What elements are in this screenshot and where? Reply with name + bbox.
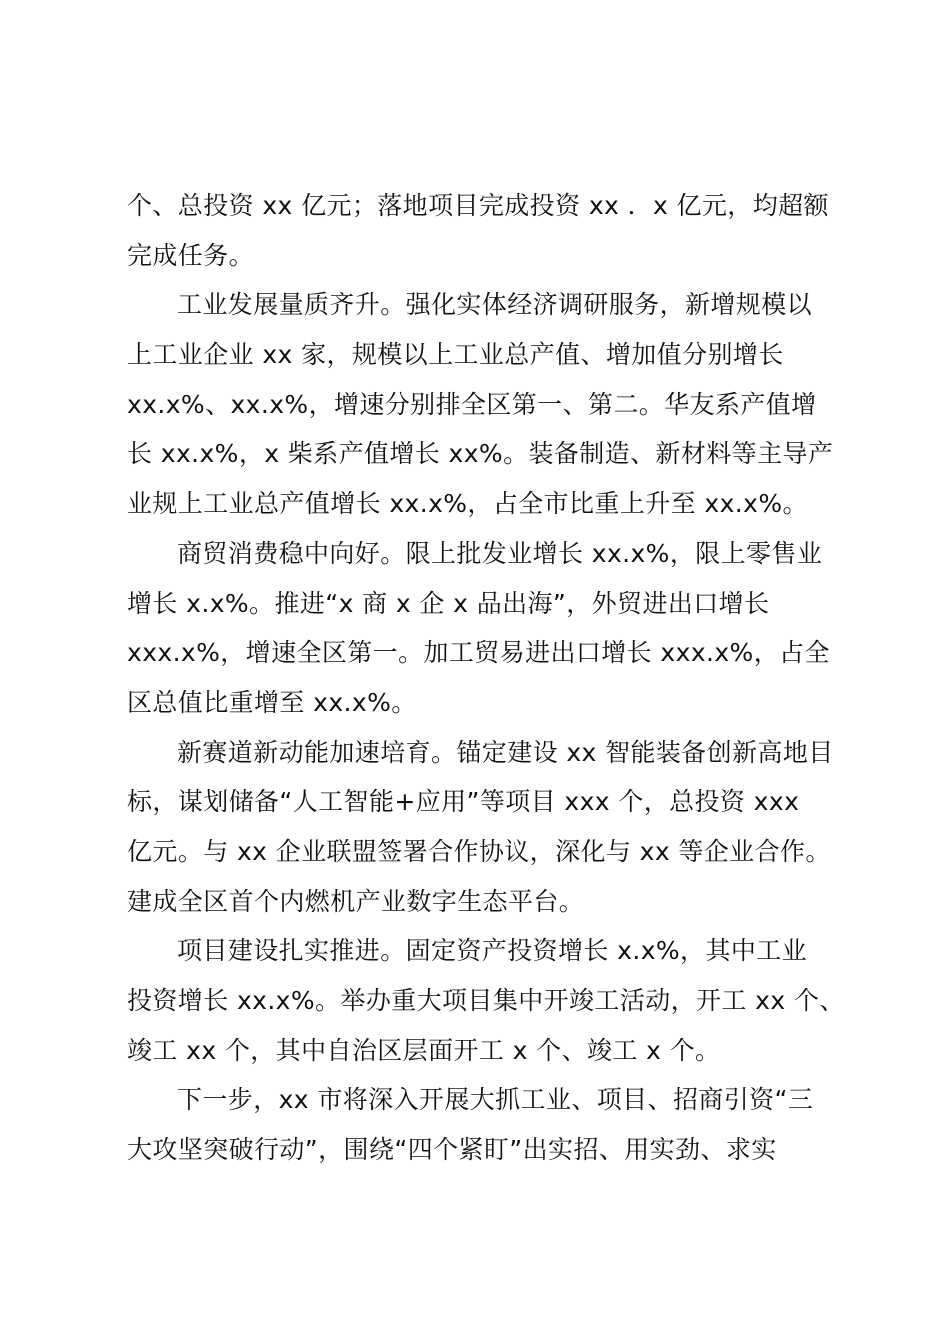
- text-line: 亿元。与 xx 企业联盟签署合作协议，深化与 xx 等企业合作。: [127, 836, 831, 866]
- text-line: 新赛道新动能加速培育。锚定建设 xx 智能装备创新高地目: [177, 737, 834, 767]
- document-body: [127, 181, 845, 1175]
- paragraph-new-momentum: [127, 728, 845, 927]
- text-line: 标，谋划储备“人工智能+应用”等项目 xxx 个，总投资 xxx: [127, 787, 800, 817]
- text-line: 完成任务。: [127, 240, 255, 270]
- text-line: 个、总投资 xx 亿元；落地项目完成投资 xx ．x 亿元，均超额: [127, 191, 829, 220]
- text-line: 商贸消费稳中向好。限上批发业增长 xx.x%，限上零售业: [177, 538, 823, 568]
- paragraph-project-construction: [127, 926, 845, 1075]
- paragraph-industrial-development: [127, 280, 845, 528]
- text-line: 竣工 xx 个，其中自治区层面开工 x 个、竣工 x 个。: [127, 1035, 721, 1065]
- text-line: 工业发展量质齐升。强化实体经济调研服务，新增规模以: [177, 290, 813, 320]
- text-line: 业规上工业总产值增长 xx.x%，占全市比重上升至 xx.x%。: [127, 489, 808, 519]
- text-line: 项目建设扎实推进。固定资产投资增长 x.x%，其中工业: [177, 936, 808, 966]
- paragraph-investment-summary: [127, 181, 845, 280]
- text-line: 区总值比重增至 xx.x%。: [127, 687, 417, 717]
- text-line: 下一步，xx 市将深入开展大抓工业、项目、招商引资“三: [177, 1085, 814, 1115]
- text-line: xxx.x%，增速全区第一。加工贸易进出口增长 xxx.x%，占全: [127, 638, 830, 668]
- text-line: 长 xx.x%，x 柴系产值增长 xx%。装备制造、新材料等主导产: [127, 439, 834, 469]
- text-line: 建成全区首个内燃机产业数字生态平台。: [127, 886, 585, 916]
- text-line: 上工业企业 xx 家，规模以上工业总产值、增加值分别增长: [127, 340, 784, 370]
- text-line: 大攻坚突破行动”，围绕“四个紧盯”出实招、用实劲、求实: [127, 1135, 777, 1165]
- text-line: 投资增长 xx.x%。举办重大项目集中开竣工活动，开工 xx 个、: [127, 986, 845, 1015]
- text-line: xx.x%、xx.x%，增速分别排全区第一、第二。华友系产值增: [127, 389, 817, 419]
- paragraph-next-steps: [127, 1075, 845, 1174]
- text-line: 增长 x.x%。推进“x 商 x 企 x 品出海”，外贸进出口增长: [127, 588, 770, 618]
- paragraph-commerce-consumption: [127, 529, 845, 728]
